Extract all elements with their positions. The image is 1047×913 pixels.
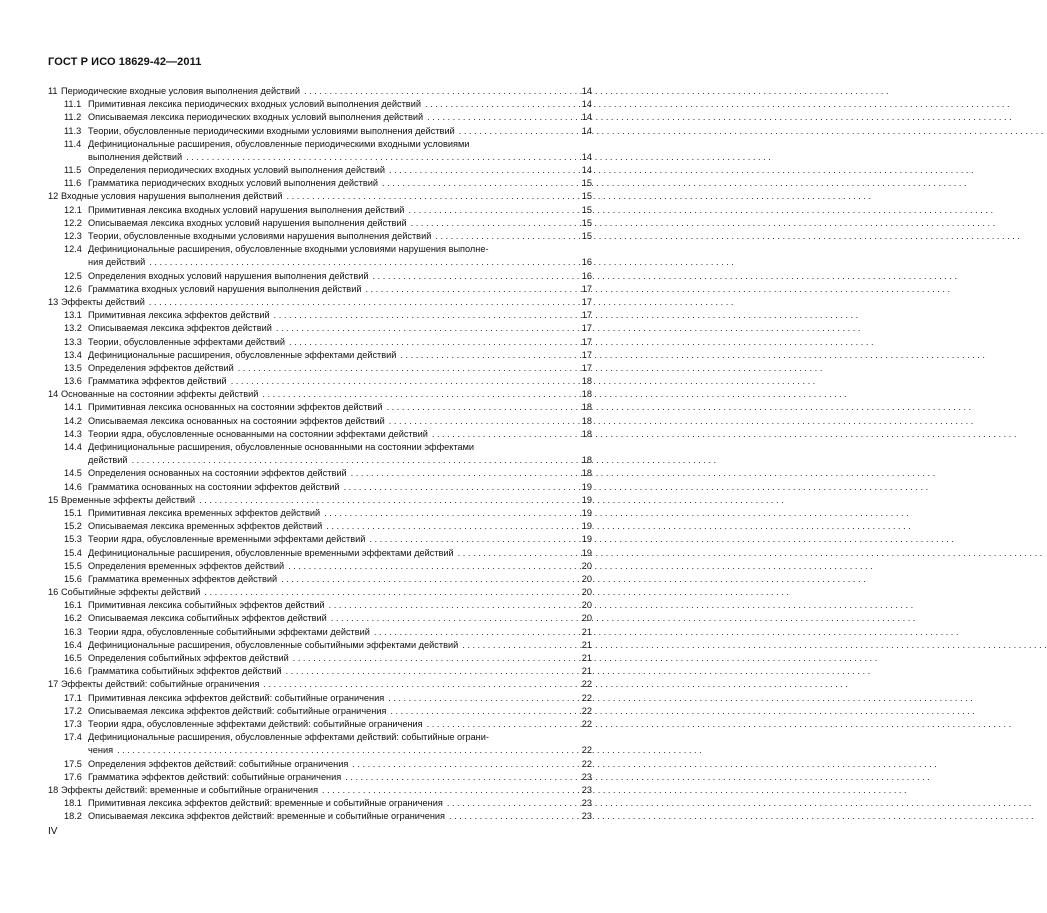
toc-entry-page: 14: [581, 99, 592, 110]
toc-entry-title-continuation: чения: [88, 745, 114, 756]
toc-leader-dots: [149, 256, 566, 269]
toc-entry-page: 15: [581, 204, 592, 215]
toc-entry-number: 12.3: [64, 231, 82, 242]
toc-entry-page: 17: [581, 349, 592, 360]
toc-entry-number: 12.1: [64, 204, 82, 215]
toc-entry-continuation[interactable]: [48, 744, 592, 757]
toc-entry-page: 23: [581, 771, 592, 782]
toc-leader-dots: [365, 283, 566, 296]
toc-leader-dots: [262, 388, 566, 401]
toc-entry-number: 15: [48, 494, 59, 505]
toc-entry-page: 14: [581, 85, 592, 96]
toc-entry-page: 18: [581, 376, 592, 387]
toc-leader-dots: [238, 362, 566, 375]
toc-entry-title: Дефинициональные расширения, обусловленные событийными эффектами действий: [88, 639, 459, 650]
toc-entry-page: 23: [581, 784, 592, 795]
toc-entry-page: 16: [581, 270, 592, 281]
toc-entry-title: Описываемая лексика эффектов действий: [88, 323, 272, 334]
toc-entry-page: 17: [581, 283, 592, 294]
toc-leader-dots: [447, 797, 566, 810]
toc-entry-title: Эффекты действий: событийные ограничения: [61, 679, 260, 690]
toc-entry-number: 11.1: [64, 99, 82, 110]
toc-entry-title: Примитивная лексика событийных эффектов действий: [88, 600, 325, 611]
toc-entry-title: Теории, обусловленные периодическими входными условиями выполнения действий: [88, 125, 455, 136]
toc-entry-page: 18: [581, 455, 592, 466]
toc-entry-number: 16.3: [64, 626, 82, 637]
toc-entry[interactable]: [48, 613, 592, 626]
toc-leader-dots: [132, 454, 566, 467]
toc-entry[interactable]: [48, 652, 592, 665]
toc-entry-page: 20: [581, 587, 592, 598]
toc-entry-number: 14.1: [64, 402, 82, 413]
toc-entry-number: 11.4: [64, 138, 82, 149]
toc-entry[interactable]: [48, 322, 592, 335]
toc-entry-page: 23: [581, 811, 592, 822]
toc-leader-dots: [388, 692, 566, 705]
toc-entry-page: 22: [581, 745, 592, 756]
toc-entry[interactable]: [48, 547, 592, 560]
toc-entry[interactable]: [48, 85, 592, 98]
toc-leader-dots: [274, 309, 566, 322]
toc-leader-dots: [281, 573, 566, 586]
toc-entry[interactable]: [48, 731, 592, 744]
toc-entry-page: 14: [581, 112, 592, 123]
toc-entry-number: 13.3: [64, 336, 82, 347]
toc-entry-title: Описываемая лексика эффектов действий: событийные ограничения: [88, 705, 387, 716]
toc-entry[interactable]: [48, 494, 592, 507]
page-number: IV: [48, 826, 58, 837]
toc-entry-page: 17: [581, 310, 592, 321]
toc-leader-dots: [149, 296, 566, 309]
toc-entry[interactable]: [48, 692, 592, 705]
toc-entry-number: 16: [48, 587, 59, 598]
toc-entry[interactable]: [48, 784, 592, 797]
toc-entry-title: Входные условия нарушения выполнения действий: [61, 191, 283, 202]
toc-leader-dots: [400, 349, 566, 362]
toc-entry-title: Дефинициональные расширения, обусловленные периодическими входными условиями: [88, 138, 470, 149]
toc-entry-page: 14: [581, 165, 592, 176]
toc-entry[interactable]: [48, 533, 592, 546]
toc-entry-title: Дефинициональные расширения, обусловленные эффектами действий: [88, 349, 397, 360]
toc-leader-dots: [322, 784, 566, 797]
toc-entry[interactable]: [48, 191, 592, 204]
toc-entry-title: Дефинициональные расширения, обусловленные основанными на состоянии эффектами: [88, 442, 475, 453]
toc-entry-title: Грамматика периодических входных условий выполнения действий: [88, 178, 378, 189]
toc-entry-page: 17: [581, 336, 592, 347]
toc-entry-number: 11.5: [64, 165, 82, 176]
toc-leader-dots: [352, 758, 566, 771]
toc-leader-dots: [326, 520, 566, 533]
toc-entry[interactable]: [48, 217, 592, 230]
toc-entry-number: 17.5: [64, 758, 82, 769]
toc-entry-number: 13.1: [64, 310, 82, 321]
toc-entry[interactable]: [48, 349, 592, 362]
toc-entry-title: Примитивная лексика временных эффектов действий: [88, 507, 321, 518]
toc-entry-page: 15: [581, 178, 592, 189]
toc-entry-title: Грамматика основанных на состоянии эффектов действий: [88, 481, 340, 492]
toc-entry-page: 20: [581, 613, 592, 624]
toc-entry-page: 18: [581, 402, 592, 413]
toc-entry-title: Эффекты действий: временные и событийные ограничения: [61, 784, 319, 795]
toc-leader-dots: [289, 336, 566, 349]
toc-entry[interactable]: [48, 810, 592, 823]
toc-entry-title: Грамматика эффектов действий: [88, 376, 227, 387]
toc-entry-title: Эффекты действий: [61, 296, 145, 307]
toc-entry-page: 20: [581, 573, 592, 584]
toc-leader-dots: [369, 533, 566, 546]
toc-entry[interactable]: [48, 164, 592, 177]
toc-entry-continuation[interactable]: [48, 454, 592, 467]
toc-entry-number: 11: [48, 85, 58, 96]
toc-entry-page: 18: [581, 468, 592, 479]
toc-leader-dots: [459, 125, 566, 138]
toc-entry-title: Дефинициональные расширения, обусловленные временными эффектами действий: [88, 547, 454, 558]
toc-entry-title: Примитивная лексика входных условий нарушения выполнения действий: [88, 204, 405, 215]
toc-leader-dots: [374, 626, 566, 639]
toc-entry-page: 18: [581, 428, 592, 439]
toc-leader-dots: [411, 217, 566, 230]
toc-entry-title: Определения входных условий нарушения выполнения действий: [88, 270, 369, 281]
toc-entry-title: Описываемая лексика событийных эффектов действий: [88, 613, 327, 624]
toc-entry-number: 14.3: [64, 428, 82, 439]
toc-entry[interactable]: [48, 678, 592, 691]
toc-entry-number: 11.6: [64, 178, 82, 189]
toc-entry-title: Основанные на состоянии эффекты действий: [61, 389, 259, 400]
toc-entry[interactable]: [48, 758, 592, 771]
toc-entry-title: Теории ядра, обусловленные событийными эффектами действий: [88, 626, 370, 637]
toc-entry-number: 18: [48, 784, 59, 795]
toc-entry-title: Грамматика входных условий нарушения выполнения действий: [88, 283, 362, 294]
toc-entry-title-continuation: выполнения действий: [88, 151, 183, 162]
toc-entry-number: 17.4: [64, 732, 82, 743]
toc-entry[interactable]: [48, 520, 592, 533]
toc-entry-title: Определения периодических входных условий выполнения действий: [88, 165, 386, 176]
toc-entry[interactable]: [48, 415, 592, 428]
toc-entry-page: 22: [581, 705, 592, 716]
document-header: ГОСТ Р ИСО 18629-42—2011: [48, 56, 202, 68]
toc-entry-number: 17.6: [64, 771, 82, 782]
toc-entry[interactable]: [48, 665, 592, 678]
toc-entry[interactable]: [48, 718, 592, 731]
toc-entry-title: Определения эффектов действий: [88, 362, 234, 373]
toc-entry-number: 15.3: [64, 534, 82, 545]
toc-entry[interactable]: [48, 270, 592, 283]
toc-entry[interactable]: [48, 441, 592, 454]
toc-leader-dots: [286, 665, 566, 678]
toc-entry[interactable]: [48, 296, 592, 309]
toc-entry-page: 21: [581, 639, 592, 650]
toc-entry-title: Определения событийных эффектов действий: [88, 653, 289, 664]
toc-leader-dots: [204, 586, 566, 599]
toc-entry-page: 17: [581, 323, 592, 334]
toc-entry-page: 19: [581, 507, 592, 518]
toc-entry[interactable]: [48, 402, 592, 415]
toc-entry-title: Примитивная лексика эффектов действий: [88, 310, 270, 321]
toc-entry-page: 16: [581, 257, 592, 268]
toc-entry-title: Периодические входные условия выполнения действий: [61, 85, 301, 96]
toc-leader-dots: [293, 652, 566, 665]
toc-entry[interactable]: [48, 204, 592, 217]
toc-entry-title: Дефинициональные расширения, обусловленные эффектами действий: событийные ограни-: [88, 732, 489, 743]
toc-leader-dots: [390, 705, 566, 718]
toc-entry-number: 17.1: [64, 692, 82, 703]
toc-entry-title: Теории, обусловленные входными условиями нарушения выполнения действий: [88, 231, 432, 242]
toc-entry-number: 15.4: [64, 547, 82, 558]
toc-entry-number: 18.1: [64, 798, 82, 809]
toc-entry-number: 11.2: [64, 112, 82, 123]
toc-entry-number: 16.1: [64, 600, 82, 611]
toc-leader-dots: [408, 204, 566, 217]
toc-entry-number: 17.2: [64, 705, 82, 716]
toc-entry-number: 11.3: [64, 125, 82, 136]
toc-leader-dots: [427, 718, 566, 731]
toc-entry-number: 18.2: [64, 811, 82, 822]
toc-entry-number: 12.4: [64, 244, 82, 255]
toc-leader-dots: [449, 810, 566, 823]
toc-entry-page: 22: [581, 718, 592, 729]
toc-entry-title: Описываемая лексика периодических входных условий выполнения действий: [88, 112, 424, 123]
toc-entry-number: 15.6: [64, 573, 82, 584]
toc-leader-dots: [387, 401, 566, 414]
toc-entry-title: Теории ядра, обусловленные временными эффектами действий: [88, 534, 366, 545]
toc-entry[interactable]: [48, 599, 592, 612]
toc-entry-number: 13.6: [64, 376, 82, 387]
toc-leader-dots: [389, 415, 566, 428]
toc-entry-page: 14: [581, 125, 592, 136]
toc-entry-title: Описываемая лексика эффектов действий: временные и событийные ограничения: [88, 811, 446, 822]
toc-entry[interactable]: [48, 428, 592, 441]
toc-entry[interactable]: [48, 388, 592, 401]
toc-entry[interactable]: [48, 586, 592, 599]
toc-leader-dots: [389, 164, 566, 177]
toc-entry[interactable]: [48, 111, 592, 124]
toc-entry[interactable]: [48, 362, 592, 375]
toc-leader-dots: [351, 467, 566, 480]
toc-entry[interactable]: [48, 177, 592, 190]
toc-leader-dots: [288, 560, 566, 573]
toc-entry-page: 15: [581, 191, 592, 202]
toc-entry-title: Описываемая лексика основанных на состоянии эффектов действий: [88, 415, 385, 426]
toc-entry-page: 21: [581, 666, 592, 677]
toc-entry-page: 18: [581, 389, 592, 400]
toc-entry-page: 19: [581, 494, 592, 505]
toc-leader-dots: [304, 85, 566, 98]
toc-entry-title: Примитивная лексика периодических входных условий выполнения действий: [88, 99, 421, 110]
toc-entry-number: 16.5: [64, 653, 82, 664]
toc-entry[interactable]: [48, 639, 592, 652]
toc-entry-title: Определения временных эффектов действий: [88, 560, 285, 571]
toc-entry-number: 16.4: [64, 639, 82, 650]
toc-entry[interactable]: [48, 375, 592, 388]
toc-leader-dots: [344, 481, 566, 494]
toc-entry-number: 12.5: [64, 270, 82, 281]
toc-leader-dots: [435, 230, 566, 243]
toc-entry-number: 12.2: [64, 217, 82, 228]
toc-entry-title-continuation: ния действий: [88, 257, 146, 268]
toc-leader-dots: [263, 678, 566, 691]
table-of-contents: [48, 85, 592, 824]
toc-entry-title: Примитивная лексика эффектов действий: временные и событийные ограничения: [88, 798, 443, 809]
toc-leader-dots: [186, 151, 566, 164]
toc-entry[interactable]: [48, 309, 592, 322]
toc-entry-title: Примитивная лексика основанных на состоянии эффектов действий: [88, 402, 383, 413]
toc-entry-title: Примитивная лексика эффектов действий: событийные ограничения: [88, 692, 385, 703]
toc-entry-title: Грамматика событийных эффектов действий: [88, 666, 282, 677]
toc-entry-page: 19: [581, 547, 592, 558]
toc-entry[interactable]: [48, 797, 592, 810]
toc-entry-continuation[interactable]: [48, 256, 592, 269]
toc-entry[interactable]: [48, 230, 592, 243]
toc-entry[interactable]: [48, 243, 592, 256]
toc-entry-page: 22: [581, 679, 592, 690]
toc-entry-number: 14.6: [64, 481, 82, 492]
toc-entry[interactable]: [48, 98, 592, 111]
toc-entry-page: 20: [581, 600, 592, 611]
toc-leader-dots: [231, 375, 566, 388]
toc-leader-dots: [427, 111, 566, 124]
toc-entry-title: Грамматика эффектов действий: событийные ограничения: [88, 771, 342, 782]
toc-entry-page: 15: [581, 217, 592, 228]
toc-leader-dots: [345, 771, 566, 784]
toc-leader-dots: [199, 494, 566, 507]
toc-entry[interactable]: [48, 771, 592, 784]
toc-entry[interactable]: [48, 125, 592, 138]
toc-entry-page: 21: [581, 653, 592, 664]
toc-entry-title: Определения основанных на состоянии эффектов действий: [88, 468, 347, 479]
toc-leader-dots: [425, 98, 566, 111]
toc-entry-number: 13.4: [64, 349, 82, 360]
toc-entry-continuation[interactable]: [48, 151, 592, 164]
toc-entry-page: 23: [581, 798, 592, 809]
toc-entry-page: 22: [581, 758, 592, 769]
toc-entry-number: 15.5: [64, 560, 82, 571]
toc-entry[interactable]: [48, 336, 592, 349]
toc-entry-title: Описываемая лексика временных эффектов действий: [88, 521, 323, 532]
toc-entry[interactable]: [48, 560, 592, 573]
toc-leader-dots: [117, 744, 566, 757]
toc-entry-title: Дефинициональные расширения, обусловленные входными условиями нарушения выполне-: [88, 244, 489, 255]
toc-entry-title: Теории, обусловленные эффектами действий: [88, 336, 285, 347]
toc-entry-number: 14.2: [64, 415, 82, 426]
toc-entry-title: Событийные эффекты действий: [61, 587, 201, 598]
toc-entry-number: 12: [48, 191, 59, 202]
toc-entry-number: 17: [48, 679, 59, 690]
toc-entry-page: 22: [581, 692, 592, 703]
toc-entry[interactable]: [48, 626, 592, 639]
toc-entry-number: 15.1: [64, 507, 82, 518]
toc-entry[interactable]: [48, 481, 592, 494]
toc-entry-page: 19: [581, 534, 592, 545]
toc-leader-dots: [462, 639, 566, 652]
toc-entry-page: 20: [581, 560, 592, 571]
toc-entry[interactable]: [48, 705, 592, 718]
toc-entry-title: Грамматика временных эффектов действий: [88, 573, 278, 584]
toc-entry-page: 19: [581, 521, 592, 532]
toc-entry-page: 14: [581, 151, 592, 162]
toc-entry-page: 18: [581, 415, 592, 426]
toc-entry-number: 14.4: [64, 442, 82, 453]
toc-entry-page: 17: [581, 362, 592, 373]
toc-entry[interactable]: [48, 283, 592, 296]
toc-entry-number: 13: [48, 296, 59, 307]
toc-leader-dots: [458, 547, 566, 560]
toc-entry-title: Описываемая лексика входных условий нарушения выполнения действий: [88, 217, 407, 228]
toc-entry[interactable]: [48, 467, 592, 480]
toc-entry-number: 14: [48, 389, 59, 400]
toc-entry-title: Определения эффектов действий: событийные ограничения: [88, 758, 349, 769]
toc-leader-dots: [373, 270, 566, 283]
toc-entry-number: 15.2: [64, 521, 82, 532]
toc-leader-dots: [382, 177, 566, 190]
toc-entry-number: 16.2: [64, 613, 82, 624]
toc-leader-dots: [329, 599, 566, 612]
toc-entry-number: 17.3: [64, 718, 82, 729]
toc-entry-page: 15: [581, 231, 592, 242]
toc-entry-number: 16.6: [64, 666, 82, 677]
toc-entry-title-continuation: действий: [88, 455, 128, 466]
toc-entry-title: Временные эффекты действий: [61, 494, 196, 505]
toc-entry-page: 17: [581, 296, 592, 307]
toc-entry-page: 19: [581, 481, 592, 492]
toc-entry-title: Теории ядра, обусловленные эффектами действий: событийные ограничения: [88, 718, 423, 729]
toc-entry-number: 13.5: [64, 362, 82, 373]
toc-leader-dots: [276, 322, 566, 335]
toc-entry[interactable]: [48, 138, 592, 151]
toc-entry-title: Теории ядра, обусловленные основанными на состоянии эффектами действий: [88, 428, 428, 439]
toc-entry-number: 13.2: [64, 323, 82, 334]
toc-entry-number: 12.6: [64, 283, 82, 294]
toc-leader-dots: [432, 428, 566, 441]
toc-leader-dots: [331, 612, 566, 625]
toc-entry-number: 14.5: [64, 468, 82, 479]
toc-entry[interactable]: [48, 507, 592, 520]
toc-entry[interactable]: [48, 573, 592, 586]
toc-leader-dots: [324, 507, 566, 520]
toc-leader-dots: [287, 190, 566, 203]
toc-entry-page: 21: [581, 626, 592, 637]
